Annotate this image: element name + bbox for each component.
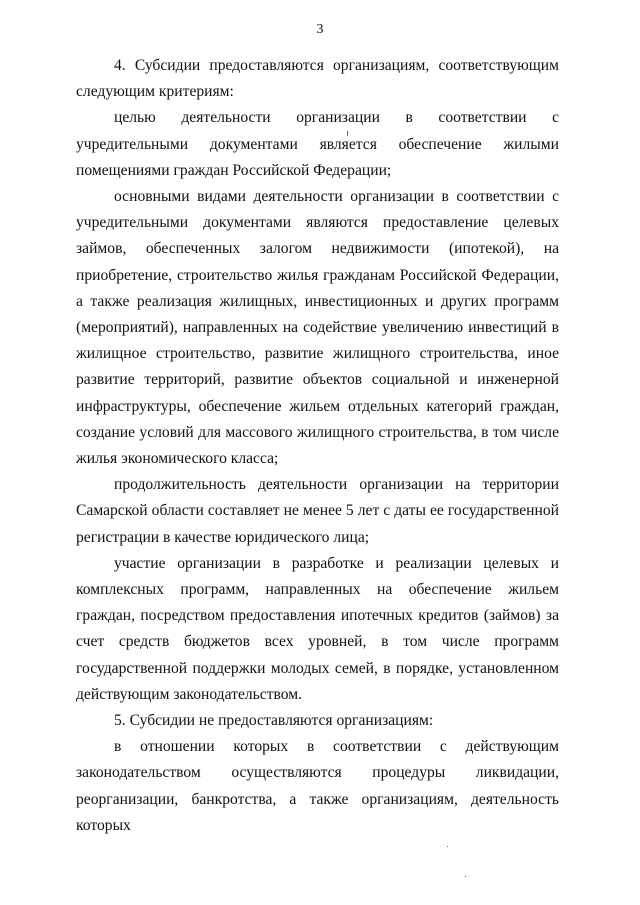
paragraph-criterion-activities: основными видами деятельности организации в соответствии с учредительными документами являются предоставление целевых займов, обеспеченных залогом недвижимости (ипотекой), на приобретение, строительство жилья гражданам Российской Федерации, а также реализация жилищных, инвестиционных и других программ (мероприятий), направленных на содействие увеличению инвестиций в жилищное строительство, развитие жилищного строительства, иное развитие территорий, развитие объектов социальной и инженерной инфраструктуры, обеспечение жильем отдельных категорий граждан, создание условий для массового жилищного строительства, в том числе жилья экономического класса; [76, 188, 559, 468]
page-number: 3 [316, 22, 324, 37]
paragraph-criterion-purpose: целью деятельности организации в соответствии с учредительными документами является обеспечение жилыми помещениями граждан Российской Федерации; [76, 109, 559, 179]
scan-speck [447, 846, 448, 847]
document-body [76, 53, 559, 839]
paragraph-criterion-programs: участие организации в разработке и реализации целевых и комплексных программ, направленных на обеспечение жильем граждан, посредством предоставления ипотечных кредитов (займов) за счет средств бюджетов всех уровней, в том числе программ государственной поддержки молодых семей, в порядке, установленном действующим законодательством. [76, 554, 559, 703]
paragraph-item-4: 4. Субсидии предоставляются организациям, соответствующим следующим критериям: [76, 57, 559, 101]
scan-speck [347, 131, 348, 136]
scan-speck [465, 876, 466, 877]
paragraph-criterion-duration: продолжительность деятельности организации на территории Самарской области составляет не менее 5 лет с даты ее государственной регистрации в качестве юридического лица; [76, 476, 559, 546]
paragraph-item-5: 5. Субсидии не предоставляются организациям: [114, 712, 434, 730]
paragraph-exclusion: в отношении которых в соответствии с действующим законодательством осуществляются процедуры ликвидации, реорганизации, банкротства, а также организациям, деятельность которых [76, 738, 559, 834]
